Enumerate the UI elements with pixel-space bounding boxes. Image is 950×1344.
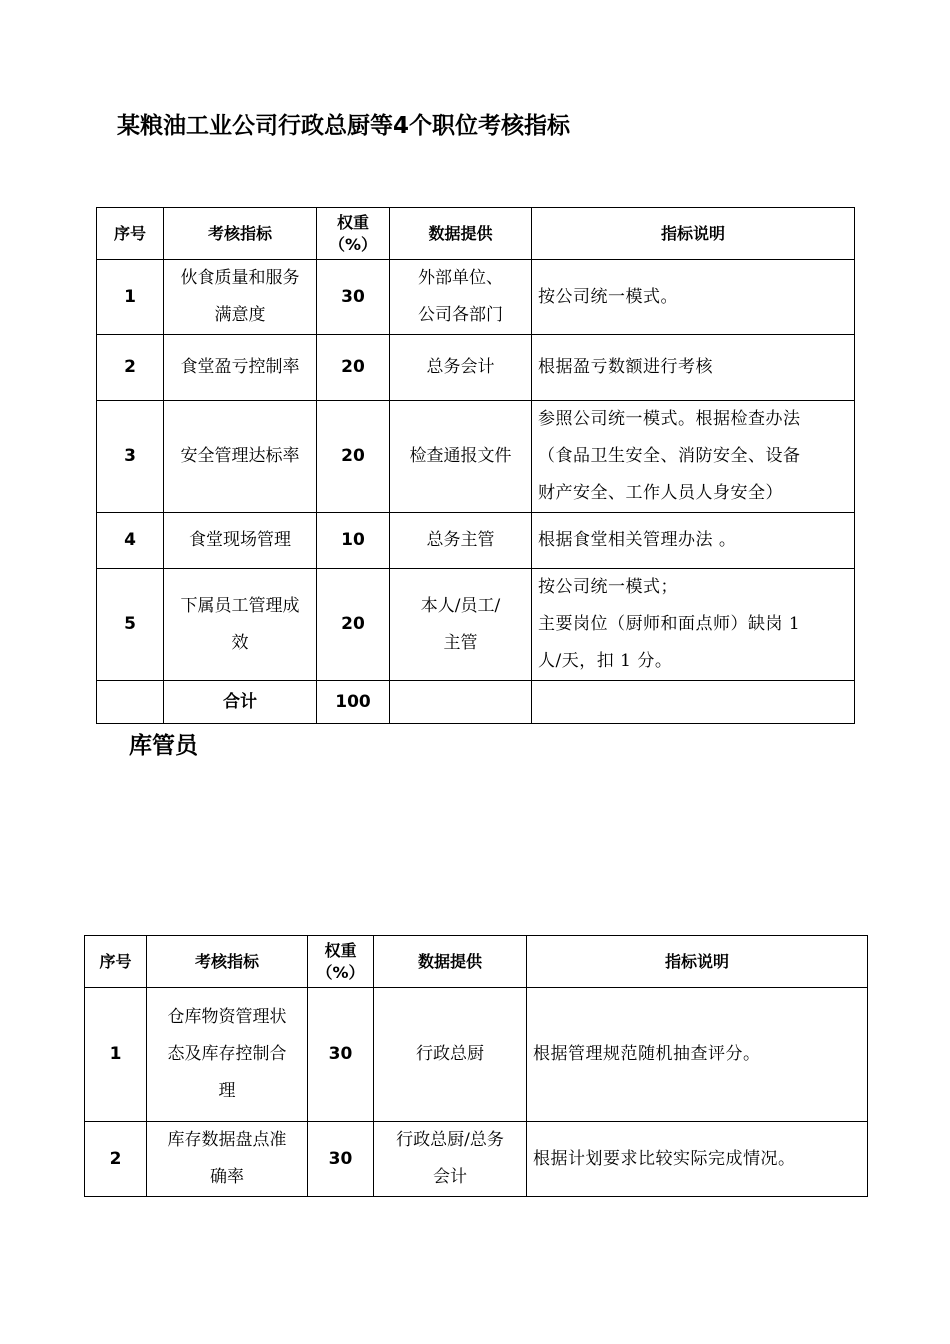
table-header-row <box>85 936 868 988</box>
cell-no-empty <box>97 681 164 724</box>
cell-no: 2 <box>97 335 164 401</box>
header-desc: 指标说明 <box>532 208 855 260</box>
cell-weight: 30 <box>317 260 390 335</box>
cell-desc: 根据计划要求比较实际完成情况。 <box>527 1122 868 1197</box>
cell-weight: 20 <box>317 569 390 681</box>
header-indicator: 考核指标 <box>147 936 308 988</box>
table-row <box>97 401 855 513</box>
total-weight: 100 <box>317 681 390 724</box>
cell-no: 2 <box>85 1122 147 1197</box>
cell-desc: 根据盈亏数额进行考核 <box>532 335 855 401</box>
header-indicator: 考核指标 <box>164 208 317 260</box>
cell-source-empty <box>390 681 532 724</box>
cell-no: 5 <box>97 569 164 681</box>
header-no: 序号 <box>97 208 164 260</box>
cell-desc-empty <box>532 681 855 724</box>
cell-source: 外部单位、 公司各部门 <box>390 260 532 335</box>
cell-source: 总务主管 <box>390 513 532 569</box>
header-no: 序号 <box>85 936 147 988</box>
table-row <box>85 988 868 1122</box>
cell-source: 检查通报文件 <box>390 401 532 513</box>
cell-source: 行政总厨 <box>374 988 527 1122</box>
cell-weight: 20 <box>317 401 390 513</box>
header-weight: 权重 （%） <box>308 936 374 988</box>
cell-indicator: 食堂盈亏控制率 <box>164 335 317 401</box>
section-title: 库管员 <box>129 733 198 759</box>
cell-desc: 参照公司统一模式。根据检查办法 （食品卫生安全、消防安全、设备 财产安全、工作人员人身安全） <box>532 401 855 513</box>
cell-no: 4 <box>97 513 164 569</box>
table-total-row <box>97 681 855 724</box>
cell-weight: 30 <box>308 1122 374 1197</box>
cell-desc: 按公司统一模式； 主要岗位（厨师和面点师）缺岗 1 人/天，扣 1 分。 <box>532 569 855 681</box>
cell-source: 行政总厨/总务 会计 <box>374 1122 527 1197</box>
cell-weight: 20 <box>317 335 390 401</box>
header-source: 数据提供 <box>374 936 527 988</box>
cell-indicator: 库存数据盘点准 确率 <box>147 1122 308 1197</box>
total-label: 合计 <box>164 681 317 724</box>
cell-desc: 根据管理规范随机抽查评分。 <box>527 988 868 1122</box>
table-row <box>97 335 855 401</box>
table-row <box>97 260 855 335</box>
header-weight: 权重 （%） <box>317 208 390 260</box>
cell-no: 1 <box>85 988 147 1122</box>
table-row <box>97 513 855 569</box>
kpi-table-executive-chef <box>96 207 855 724</box>
cell-weight: 30 <box>308 988 374 1122</box>
cell-indicator: 仓库物资管理状 态及库存控制合 理 <box>147 988 308 1122</box>
header-source: 数据提供 <box>390 208 532 260</box>
cell-source: 总务会计 <box>390 335 532 401</box>
cell-no: 3 <box>97 401 164 513</box>
cell-desc: 根据食堂相关管理办法 。 <box>532 513 855 569</box>
cell-no: 1 <box>97 260 164 335</box>
cell-indicator: 食堂现场管理 <box>164 513 317 569</box>
header-desc: 指标说明 <box>527 936 868 988</box>
cell-indicator: 安全管理达标率 <box>164 401 317 513</box>
document-title: 某粮油工业公司行政总厨等4个职位考核指标 <box>117 113 571 139</box>
cell-source: 本人/员工/ 主管 <box>390 569 532 681</box>
table-row <box>85 1122 868 1197</box>
table-row <box>97 569 855 681</box>
cell-indicator: 下属员工管理成 效 <box>164 569 317 681</box>
kpi-table-warehouse-keeper <box>84 935 868 1197</box>
cell-indicator: 伙食质量和服务 满意度 <box>164 260 317 335</box>
cell-weight: 10 <box>317 513 390 569</box>
table-header-row <box>97 208 855 260</box>
cell-desc: 按公司统一模式。 <box>532 260 855 335</box>
